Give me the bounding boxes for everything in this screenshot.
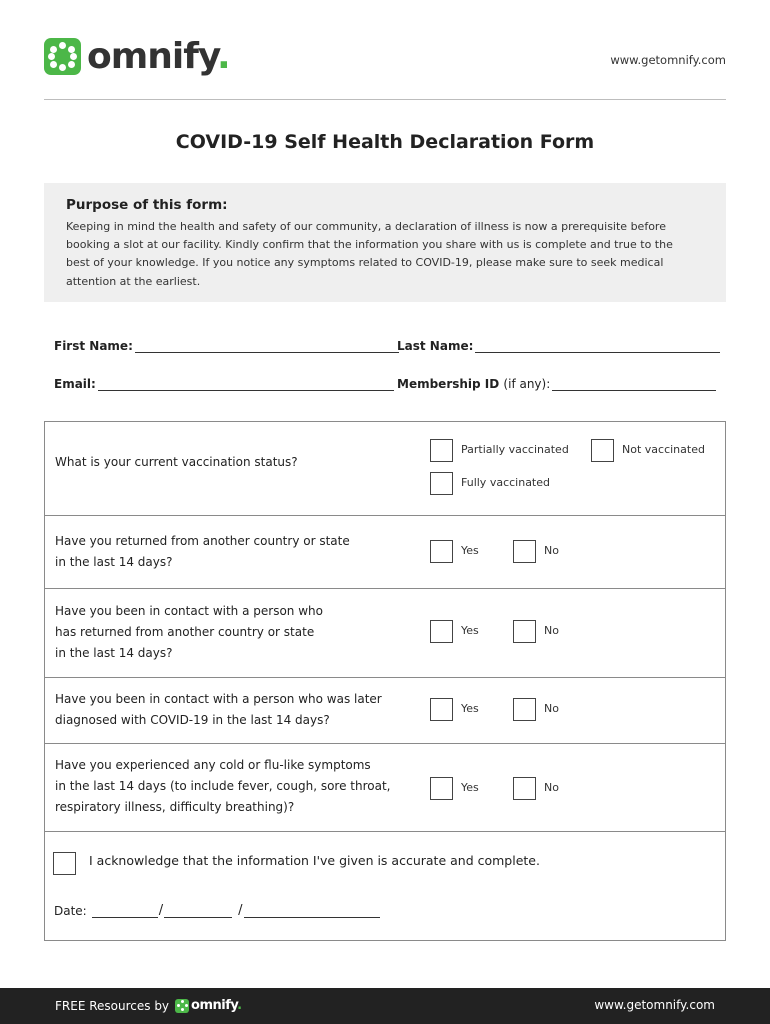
date-month-line[interactable] xyxy=(164,904,232,918)
option-label: No xyxy=(544,624,559,637)
question-row-contact-diagnosed xyxy=(45,678,725,744)
option-label: Not vaccinated xyxy=(622,443,705,456)
question-text: Have you been in contact with a person who has returned from another country or state in the last 14 days? xyxy=(55,604,323,660)
question-row-contact-traveler xyxy=(45,589,725,678)
last-name-input-line[interactable] xyxy=(475,339,720,353)
date-separator: / xyxy=(238,903,243,918)
option-label: Yes xyxy=(461,544,479,557)
footer-credit xyxy=(55,998,242,1013)
acknowledgement-section xyxy=(45,832,725,940)
website-url: www.getomnify.com xyxy=(610,53,726,67)
no-checkbox[interactable] xyxy=(513,540,536,563)
acknowledgement-text: I acknowledge that the information I've given is accurate and complete. xyxy=(89,853,540,868)
date-separator: / xyxy=(158,903,164,918)
yes-checkbox[interactable] xyxy=(430,620,453,643)
membership-id-field[interactable] xyxy=(397,371,716,391)
questions-table xyxy=(44,421,726,941)
form-title: COVID-19 Self Health Declaration Form xyxy=(175,131,595,153)
purpose-line: booking a slot at our facility. Kindly confirm that the information you share with us is complete and true to the xyxy=(66,238,673,252)
no-checkbox[interactable] xyxy=(513,698,536,721)
page-header xyxy=(44,36,726,80)
first-name-label: First Name: xyxy=(54,339,133,353)
option-label: No xyxy=(544,781,559,794)
footer-omnify-wordmark: omnify. xyxy=(191,998,242,1013)
membership-id-input-line[interactable] xyxy=(552,377,716,391)
last-name-label: Last Name: xyxy=(397,339,474,353)
purpose-box xyxy=(44,183,726,302)
email-field[interactable] xyxy=(54,371,394,391)
membership-id-label: Membership ID (if any): xyxy=(397,377,551,391)
no-checkbox[interactable] xyxy=(513,777,536,800)
contact-fields-row xyxy=(54,371,716,391)
date-field[interactable] xyxy=(54,898,380,918)
question-text: Have you returned from another country or state in the last 14 days? xyxy=(55,534,350,569)
date-day-line[interactable] xyxy=(92,904,158,918)
option-label: Yes xyxy=(461,702,479,715)
purpose-line: best of your knowledge. If you notice any symptoms related to COVID-19, please make sure to seek medical xyxy=(66,256,664,270)
option-label: Partially vaccinated xyxy=(461,443,569,456)
header-divider xyxy=(44,99,726,100)
purpose-heading: Purpose of this form: xyxy=(66,197,228,213)
omnify-wordmark: omnify. xyxy=(87,36,230,77)
date-year-line[interactable] xyxy=(244,904,380,918)
email-input-line[interactable] xyxy=(98,377,394,391)
omnify-logo-icon xyxy=(175,999,189,1013)
email-label: Email: xyxy=(54,377,96,391)
question-text: Have you experienced any cold or flu-like symptoms in the last 14 days (to include fever, cough, sore throat, respiratory illness, difficulty breathing)? xyxy=(55,758,391,814)
yes-checkbox[interactable] xyxy=(430,698,453,721)
omnify-logo xyxy=(44,38,230,75)
partially-vaccinated-checkbox[interactable] xyxy=(430,439,453,462)
first-name-input-line[interactable] xyxy=(135,339,399,353)
fully-vaccinated-checkbox[interactable] xyxy=(430,472,453,495)
page-footer xyxy=(0,988,770,1024)
purpose-line: Keeping in mind the health and safety of our community, a declaration of illness is now a prerequisite before xyxy=(66,220,666,233)
option-label: Yes xyxy=(461,624,479,637)
purpose-text xyxy=(66,218,706,291)
option-label: No xyxy=(544,702,559,715)
option-label: No xyxy=(544,544,559,557)
acknowledge-checkbox[interactable] xyxy=(53,852,76,875)
question-row-symptoms xyxy=(45,744,725,832)
question-text: Have you been in contact with a person who was later diagnosed with COVID-19 in the last 14 days? xyxy=(55,692,382,727)
question-text: What is your current vaccination status? xyxy=(55,455,298,469)
yes-checkbox[interactable] xyxy=(430,777,453,800)
question-row-travel xyxy=(45,516,725,589)
question-row-vaccination xyxy=(45,422,725,516)
footer-website-url[interactable]: www.getomnify.com xyxy=(594,998,715,1012)
not-vaccinated-checkbox[interactable] xyxy=(591,439,614,462)
date-label: Date: xyxy=(54,904,87,918)
purpose-line: attention at the earliest. xyxy=(66,274,201,288)
omnify-logo-icon xyxy=(44,38,81,75)
first-name-field[interactable] xyxy=(54,333,399,353)
last-name-field[interactable] xyxy=(397,333,720,353)
option-label: Yes xyxy=(461,781,479,794)
name-fields-row xyxy=(54,333,716,353)
yes-checkbox[interactable] xyxy=(430,540,453,563)
option-label: Fully vaccinated xyxy=(461,476,550,489)
footer-credit-text: FREE Resources by xyxy=(55,998,170,1013)
no-checkbox[interactable] xyxy=(513,620,536,643)
